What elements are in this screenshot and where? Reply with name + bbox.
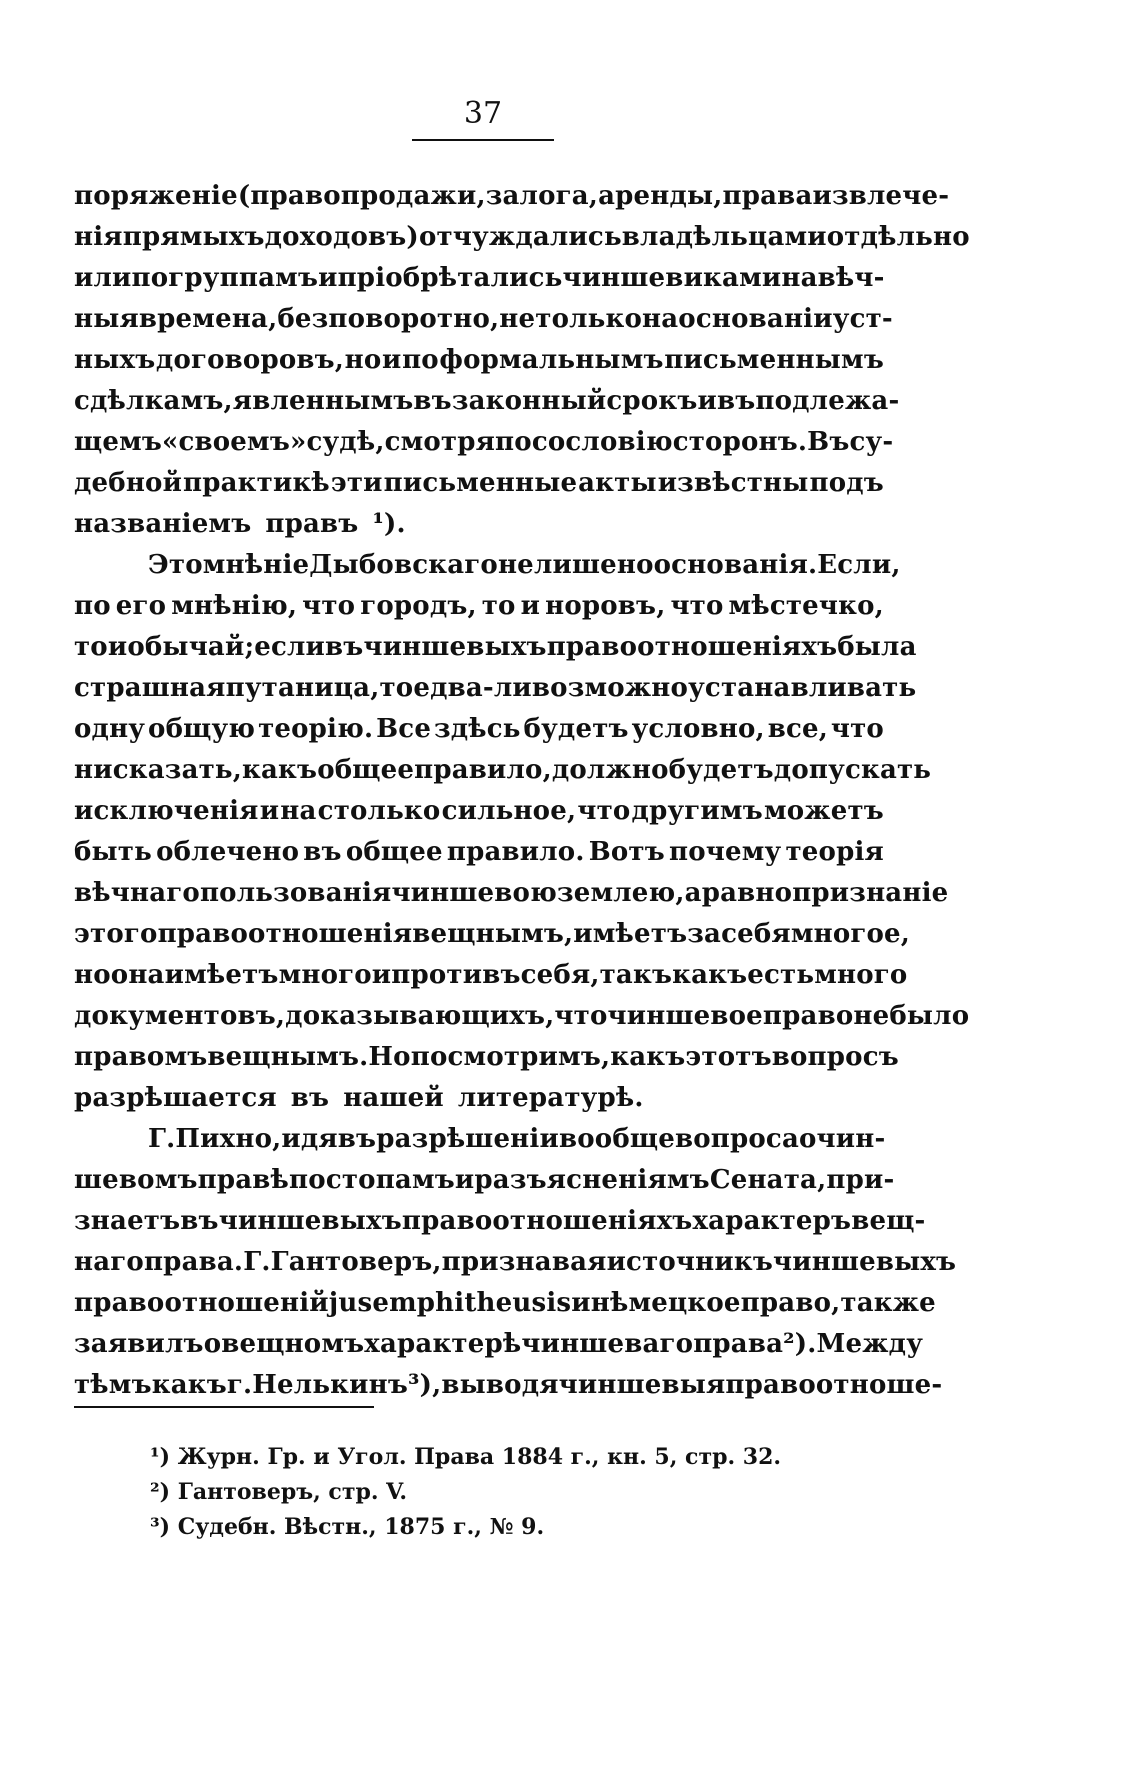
word: признаніе — [792, 878, 949, 908]
word: права — [722, 181, 813, 211]
word: и — [382, 345, 402, 375]
word: «своемъ» — [162, 427, 307, 457]
word: въ — [325, 632, 364, 662]
word: землею, — [556, 878, 685, 908]
word: вещномъ — [221, 1329, 365, 1359]
word: нѣмецкое — [590, 1288, 741, 1318]
word: чиншевыхъ — [363, 632, 547, 662]
word: исключенія — [74, 796, 259, 826]
word: Между — [816, 1329, 924, 1359]
text-line — [74, 340, 884, 381]
word: основанія. — [653, 550, 818, 580]
word: возможно — [531, 673, 689, 703]
word: на — [642, 304, 679, 334]
word: въ — [180, 1206, 219, 1236]
word: въ — [413, 386, 452, 416]
word: знаетъ — [74, 1206, 181, 1236]
word: можетъ — [763, 796, 884, 826]
word: залога, — [485, 181, 599, 211]
word: сильное, — [441, 796, 577, 826]
word: вещнымъ, — [412, 919, 574, 949]
word: нія — [74, 222, 123, 252]
word: Дыбовскаго — [309, 550, 498, 580]
word: ныя — [74, 304, 139, 334]
word: правоотноше- — [725, 1370, 943, 1400]
page-number: 37 — [463, 96, 503, 131]
word: имѣетъ — [573, 919, 688, 949]
text-line — [74, 258, 884, 299]
word: только — [535, 304, 643, 334]
word: теорію. — [258, 714, 374, 744]
word: разрѣшается — [74, 1083, 277, 1113]
word: подъ — [809, 468, 884, 498]
word: общую — [148, 714, 256, 744]
word: что — [577, 796, 631, 826]
text-line — [74, 914, 911, 955]
word: мнѣнію, — [171, 591, 298, 621]
word: сказать, — [112, 755, 243, 785]
text-line — [74, 422, 894, 463]
word: вещнымъ. — [207, 1042, 369, 1072]
word: Г. — [243, 1247, 271, 1277]
word: о — [799, 1124, 817, 1154]
word: посмотримъ, — [410, 1042, 611, 1072]
word: права — [693, 1329, 784, 1359]
word: разрѣшеніи — [376, 1124, 559, 1154]
word: есть — [747, 960, 815, 990]
text-line — [74, 217, 970, 258]
word: и — [454, 1165, 475, 1195]
word: характеръ — [692, 1206, 852, 1236]
word: г. — [226, 1370, 253, 1400]
word: право, — [740, 1288, 841, 1318]
word: сторонъ. — [672, 427, 808, 457]
word: правомъ — [74, 1042, 208, 1072]
word: много — [278, 960, 372, 990]
word: о — [203, 1329, 222, 1359]
word: правъ — [265, 509, 359, 539]
word: и — [318, 263, 338, 293]
text-line — [74, 1201, 926, 1242]
word: но — [344, 345, 382, 375]
word: будетъ — [668, 755, 774, 785]
word: какъ — [242, 755, 318, 785]
word: по — [495, 427, 532, 457]
word: источникъ — [606, 1247, 773, 1277]
word: и — [259, 796, 280, 826]
word: чиншеваго — [521, 1329, 694, 1359]
text-line — [74, 1283, 936, 1324]
word: признавая — [441, 1247, 607, 1277]
word: по — [402, 345, 439, 375]
word: не — [853, 1001, 890, 1031]
word: сословію — [531, 427, 673, 457]
text-line — [74, 873, 949, 914]
word: на — [280, 796, 317, 826]
word: ныхъ — [74, 345, 156, 375]
word: въ — [716, 386, 756, 416]
word: какъ — [672, 960, 748, 990]
text-line — [74, 463, 884, 504]
text-line — [74, 1324, 924, 1365]
word: одну — [74, 714, 146, 744]
text-line — [74, 545, 901, 586]
word: этого — [74, 919, 158, 949]
word: что — [302, 591, 356, 621]
word: и — [571, 1288, 591, 1318]
word: пріобрѣтались — [337, 263, 563, 293]
word: по — [131, 263, 169, 293]
word: страшная — [74, 673, 226, 703]
word: не — [497, 550, 534, 580]
word: какъ — [151, 1370, 227, 1400]
word: явленнымъ — [232, 386, 414, 416]
word: ²). — [783, 1329, 817, 1359]
text-line — [74, 750, 932, 791]
text-line — [74, 504, 884, 545]
word: вѣчнаго — [74, 878, 200, 908]
word: Гантоверъ, — [270, 1247, 442, 1277]
text-line — [74, 791, 884, 832]
word: практикѣ — [183, 468, 330, 498]
word: что — [830, 714, 884, 744]
word: вѣч- — [817, 263, 885, 293]
word: jus — [328, 1288, 373, 1318]
word: дебной — [74, 468, 183, 498]
word: быть — [74, 837, 152, 867]
word: Вотъ — [588, 837, 665, 867]
word: судѣ, — [306, 427, 385, 457]
body-text — [74, 176, 970, 1406]
word: правоотношеніяхъ — [401, 1206, 693, 1236]
word: нашей — [343, 1083, 444, 1113]
header-rule — [412, 139, 554, 141]
word: отчуждались — [418, 222, 622, 252]
word: Въ — [807, 427, 850, 457]
word: за — [687, 919, 722, 949]
word: такъ — [599, 960, 673, 990]
word: вопросъ — [771, 1042, 899, 1072]
word: аренды, — [598, 181, 723, 211]
text-line — [74, 709, 884, 750]
word: (право — [237, 181, 341, 211]
word: много — [814, 960, 908, 990]
word: су- — [849, 427, 894, 457]
word: Все — [376, 714, 432, 744]
word: право — [762, 1001, 854, 1031]
word: и — [520, 591, 541, 621]
word: правоотношеній — [74, 1288, 329, 1318]
word: путаница, — [225, 673, 380, 703]
word: правило. — [446, 837, 585, 867]
footnote: ¹) Журн. Гр. и Угол. Права 1884 г., кн. 5, стр. 32. — [150, 1444, 782, 1470]
word: мнѣніе — [202, 550, 310, 580]
word: документовъ, — [74, 1001, 286, 1031]
word: лишено — [533, 550, 654, 580]
word: едва-ли — [413, 673, 532, 703]
word: чиншевое — [607, 1001, 763, 1031]
word: имѣетъ — [164, 960, 279, 990]
word: правило, — [414, 755, 552, 785]
word: литературѣ. — [457, 1083, 644, 1113]
word: щемъ — [74, 427, 163, 457]
word: вопроса — [674, 1124, 799, 1154]
word: то — [379, 673, 414, 703]
word: правоотношеніяхъ — [546, 632, 838, 662]
word: что — [554, 1001, 608, 1031]
word: поряженіе — [74, 181, 238, 211]
text-line — [74, 1078, 884, 1119]
word: при- — [826, 1165, 895, 1195]
word: равно — [701, 878, 793, 908]
word: идя — [281, 1124, 338, 1154]
word: Сената, — [709, 1165, 827, 1195]
word: ¹). — [372, 509, 406, 539]
text-line — [74, 381, 900, 422]
word: вообще — [558, 1124, 675, 1154]
word: норовъ, — [545, 591, 666, 621]
word: правоотношенія — [157, 919, 413, 949]
text-line — [74, 832, 884, 873]
word: Пихно, — [175, 1124, 282, 1154]
word: Нелькинъ — [252, 1370, 409, 1400]
word: въ — [303, 837, 342, 867]
word: не — [499, 304, 536, 334]
word: смотря — [384, 427, 496, 457]
word: другимъ — [631, 796, 763, 826]
word: чиншевыхъ — [773, 1247, 957, 1277]
word: была — [837, 632, 917, 662]
word: извлече- — [812, 181, 950, 211]
word: было — [889, 1001, 970, 1031]
word: чиншевыя — [558, 1370, 726, 1400]
word: характерѣ — [364, 1329, 522, 1359]
text-line — [74, 299, 893, 340]
word: доказывающихъ, — [285, 1001, 555, 1031]
word: облечено — [156, 837, 300, 867]
word: времена, — [138, 304, 278, 334]
word: доходовъ) — [264, 222, 419, 252]
word: группамъ — [168, 263, 319, 293]
word: извѣстны — [657, 468, 809, 498]
word: шевомъ — [74, 1165, 198, 1195]
word: чиншевиками — [562, 263, 782, 293]
word: столько — [317, 796, 441, 826]
word: чиншевыхъ — [218, 1206, 402, 1236]
word: Это — [148, 550, 203, 580]
text-line — [74, 1037, 899, 1078]
footnote: ³) Судебн. Вѣстн., 1875 г., № 9. — [150, 1514, 545, 1540]
word: должно — [551, 755, 669, 785]
word: и — [697, 386, 717, 416]
word: отдѣльно — [826, 222, 970, 252]
word: а — [684, 878, 702, 908]
word: Но — [368, 1042, 411, 1072]
word: Г. — [148, 1124, 176, 1154]
footnotes — [150, 1440, 850, 1545]
word: то — [74, 632, 108, 662]
word: городъ, — [360, 591, 477, 621]
word: себя, — [520, 960, 600, 990]
footnote-rule — [74, 1406, 374, 1408]
word: безповоротно, — [277, 304, 500, 334]
word: выводя — [441, 1370, 559, 1400]
word: права. — [143, 1247, 244, 1277]
word: на — [781, 263, 818, 293]
word: вещ- — [851, 1206, 926, 1236]
text-line — [74, 176, 950, 217]
text-line — [74, 627, 917, 668]
word: продажи, — [340, 181, 486, 211]
word: многое, — [790, 919, 911, 949]
text-line — [74, 955, 908, 996]
word: мѣстечко, — [728, 591, 884, 621]
word: то — [481, 591, 516, 621]
word: правѣ — [197, 1165, 290, 1195]
word: тѣмъ — [74, 1370, 152, 1400]
word: и — [107, 632, 128, 662]
word: теорія — [785, 837, 884, 867]
word: общее — [345, 837, 443, 867]
word: она — [110, 960, 165, 990]
text-line — [74, 668, 917, 709]
word: противъ — [391, 960, 521, 990]
word: владѣльцами — [621, 222, 827, 252]
word: въ — [290, 1083, 330, 1113]
word: emphitheusis — [372, 1288, 572, 1318]
word: если — [254, 632, 326, 662]
word: пользованія — [199, 878, 392, 908]
word: въ — [337, 1124, 377, 1154]
word: его — [115, 591, 167, 621]
word: законный — [451, 386, 607, 416]
word: условно, — [631, 714, 765, 744]
word: здѣсь — [433, 714, 521, 744]
text-line — [74, 586, 884, 627]
word: ³), — [408, 1370, 442, 1400]
word: также — [840, 1288, 936, 1318]
text-line — [74, 1119, 884, 1160]
word: Если, — [817, 550, 901, 580]
word: по — [289, 1165, 326, 1195]
word: акты — [578, 468, 657, 498]
word: уст- — [832, 304, 893, 334]
word: устанавливать — [688, 673, 917, 703]
word: или — [74, 263, 132, 293]
word: прямыхъ — [122, 222, 265, 252]
word: чиншевою — [391, 878, 557, 908]
footnote: ²) Гантоверъ, стр. V. — [150, 1479, 408, 1505]
word: почему — [668, 837, 782, 867]
text-line — [74, 996, 970, 1037]
word: и — [371, 960, 392, 990]
word: какъ — [610, 1042, 686, 1072]
word: все, — [767, 714, 828, 744]
word: названіемъ — [74, 509, 252, 539]
word: письменнымъ — [664, 345, 884, 375]
word: договоровъ, — [155, 345, 345, 375]
word: что — [670, 591, 724, 621]
word: ни — [74, 755, 113, 785]
word: общее — [317, 755, 415, 785]
word: по — [74, 591, 111, 621]
word: но — [74, 960, 111, 990]
word: подлежа- — [755, 386, 900, 416]
word: разъясненіямъ — [474, 1165, 710, 1195]
word: сдѣлкамъ, — [74, 386, 233, 416]
word: заявилъ — [74, 1329, 204, 1359]
text-line — [74, 1160, 895, 1201]
word: себя — [721, 919, 791, 949]
word: этотъ — [685, 1042, 772, 1072]
word: эти — [330, 468, 383, 498]
word: срокъ — [606, 386, 698, 416]
word: основаніи — [678, 304, 833, 334]
word: допускать — [773, 755, 932, 785]
word: формальнымъ — [439, 345, 664, 375]
word: будетъ — [523, 714, 629, 744]
word: наго — [74, 1247, 144, 1277]
word: чин- — [816, 1124, 886, 1154]
word: письменные — [383, 468, 578, 498]
text-line — [74, 1365, 943, 1406]
text-line — [74, 1242, 957, 1283]
word: стопамъ — [325, 1165, 455, 1195]
word: обычай; — [127, 632, 255, 662]
